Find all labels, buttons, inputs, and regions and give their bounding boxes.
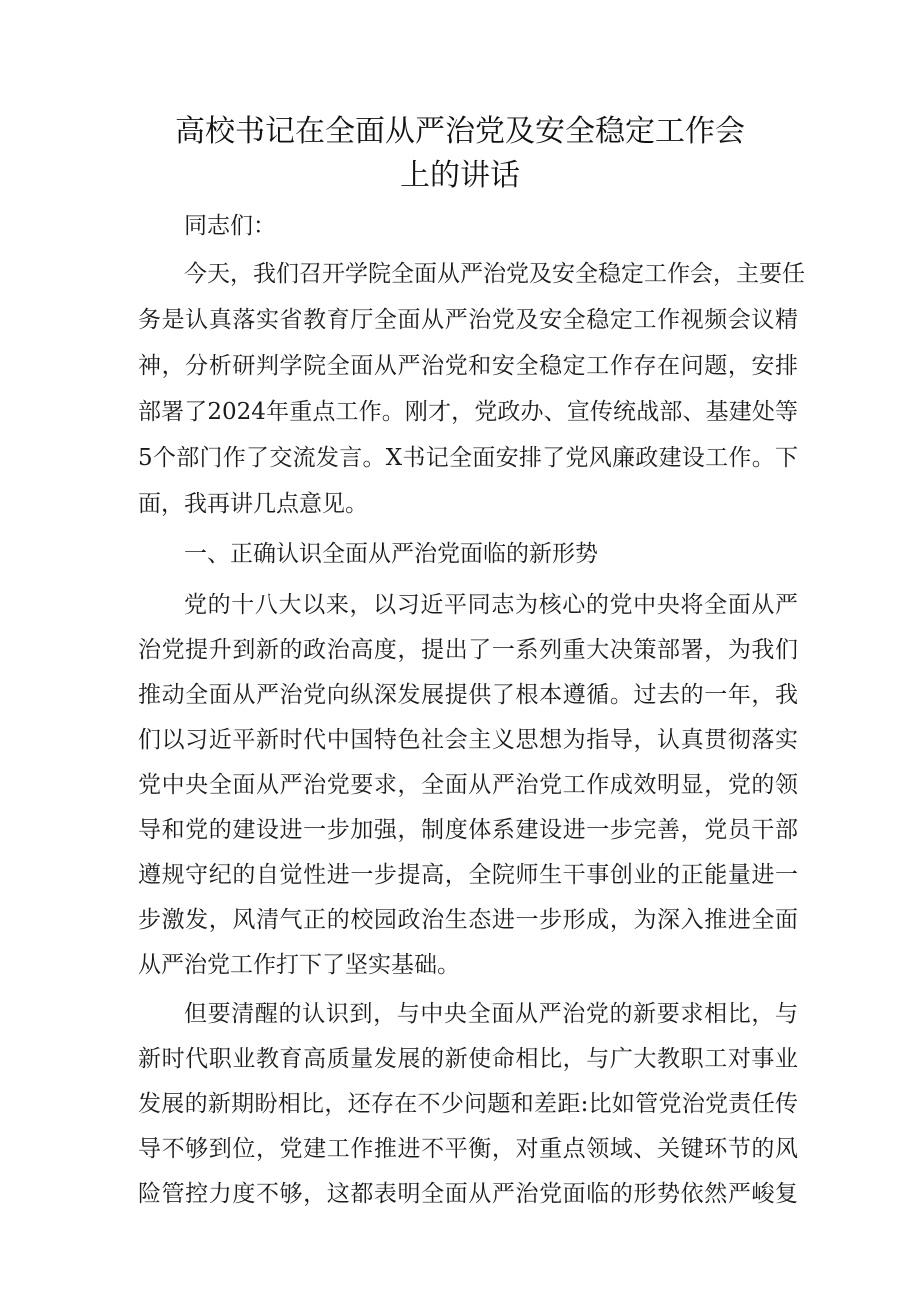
document-title-line-2: 上的讲话: [400, 158, 520, 193]
section-heading-1: 一、正确认识全面从严治党面临的新形势: [184, 541, 598, 567]
paragraph-2-line: 导和党的建设进一步加强，制度体系建设进一步完善，党员干部: [138, 817, 798, 843]
paragraph-1-line: 部署了2024年重点工作。刚才，党政办、宣传统战部、基建处等: [138, 399, 798, 425]
paragraph-1-line: 面，我再讲几点意见。: [138, 491, 368, 517]
paragraph-2-line: 们以习近平新时代中国特色社会主义思想为指导，认真贯彻落实: [138, 727, 798, 753]
paragraph-2-line: 推动全面从严治党向纵深发展提供了根本遵循。过去的一年，我: [138, 682, 798, 708]
paragraph-3-line: 新时代职业教育高质量发展的新使命相比，与广大教职工对事业: [138, 1046, 798, 1072]
paragraph-3-line: 险管控力度不够，这都表明全面从严治党面临的形势依然严峻复: [138, 1181, 798, 1207]
paragraph-2-line: 从严治党工作打下了坚实基础。: [138, 952, 460, 978]
paragraph-3-line: 但要清醒的认识到，与中央全面从严治党的新要求相比，与: [184, 1001, 798, 1027]
paragraph-2-line: 党的十八大以来，以习近平同志为核心的党中央将全面从严: [184, 592, 798, 618]
salutation: 同志们：: [184, 213, 276, 239]
paragraph-3-line: 发展的新期盼相比，还存在不少问题和差距:比如管党治党责任传: [138, 1091, 798, 1117]
paragraph-3-line: 导不够到位，党建工作推进不平衡，对重点领域、关键环节的风: [138, 1136, 798, 1162]
paragraph-2-line: 步激发，风清气正的校园政治生态进一步形成，为深入推进全面: [138, 907, 798, 933]
paragraph-1-line: 务是认真落实省教育厅全面从严治党及安全稳定工作视频会议精: [138, 307, 798, 333]
paragraph-1-line: 今天，我们召开学院全面从严治党及安全稳定工作会，主要任: [184, 261, 805, 287]
document-title-line-1: 高校书记在全面从严治党及安全稳定工作会: [175, 114, 745, 149]
paragraph-1-line: 5个部门作了交流发言。X书记全面安排了党风廉政建设工作。下: [138, 445, 798, 471]
paragraph-2-line: 治党提升到新的政治高度，提出了一系列重大决策部署，为我们: [138, 637, 798, 663]
paragraph-1-line: 神，分析研判学院全面从严治党和安全稳定工作存在问题，安排: [138, 353, 798, 379]
paragraph-2-line: 党中央全面从严治党要求，全面从严治党工作成效明显，党的领: [138, 772, 798, 798]
paragraph-2-line: 遵规守纪的自觉性进一步提高，全院师生干事创业的正能量进一: [138, 862, 798, 888]
